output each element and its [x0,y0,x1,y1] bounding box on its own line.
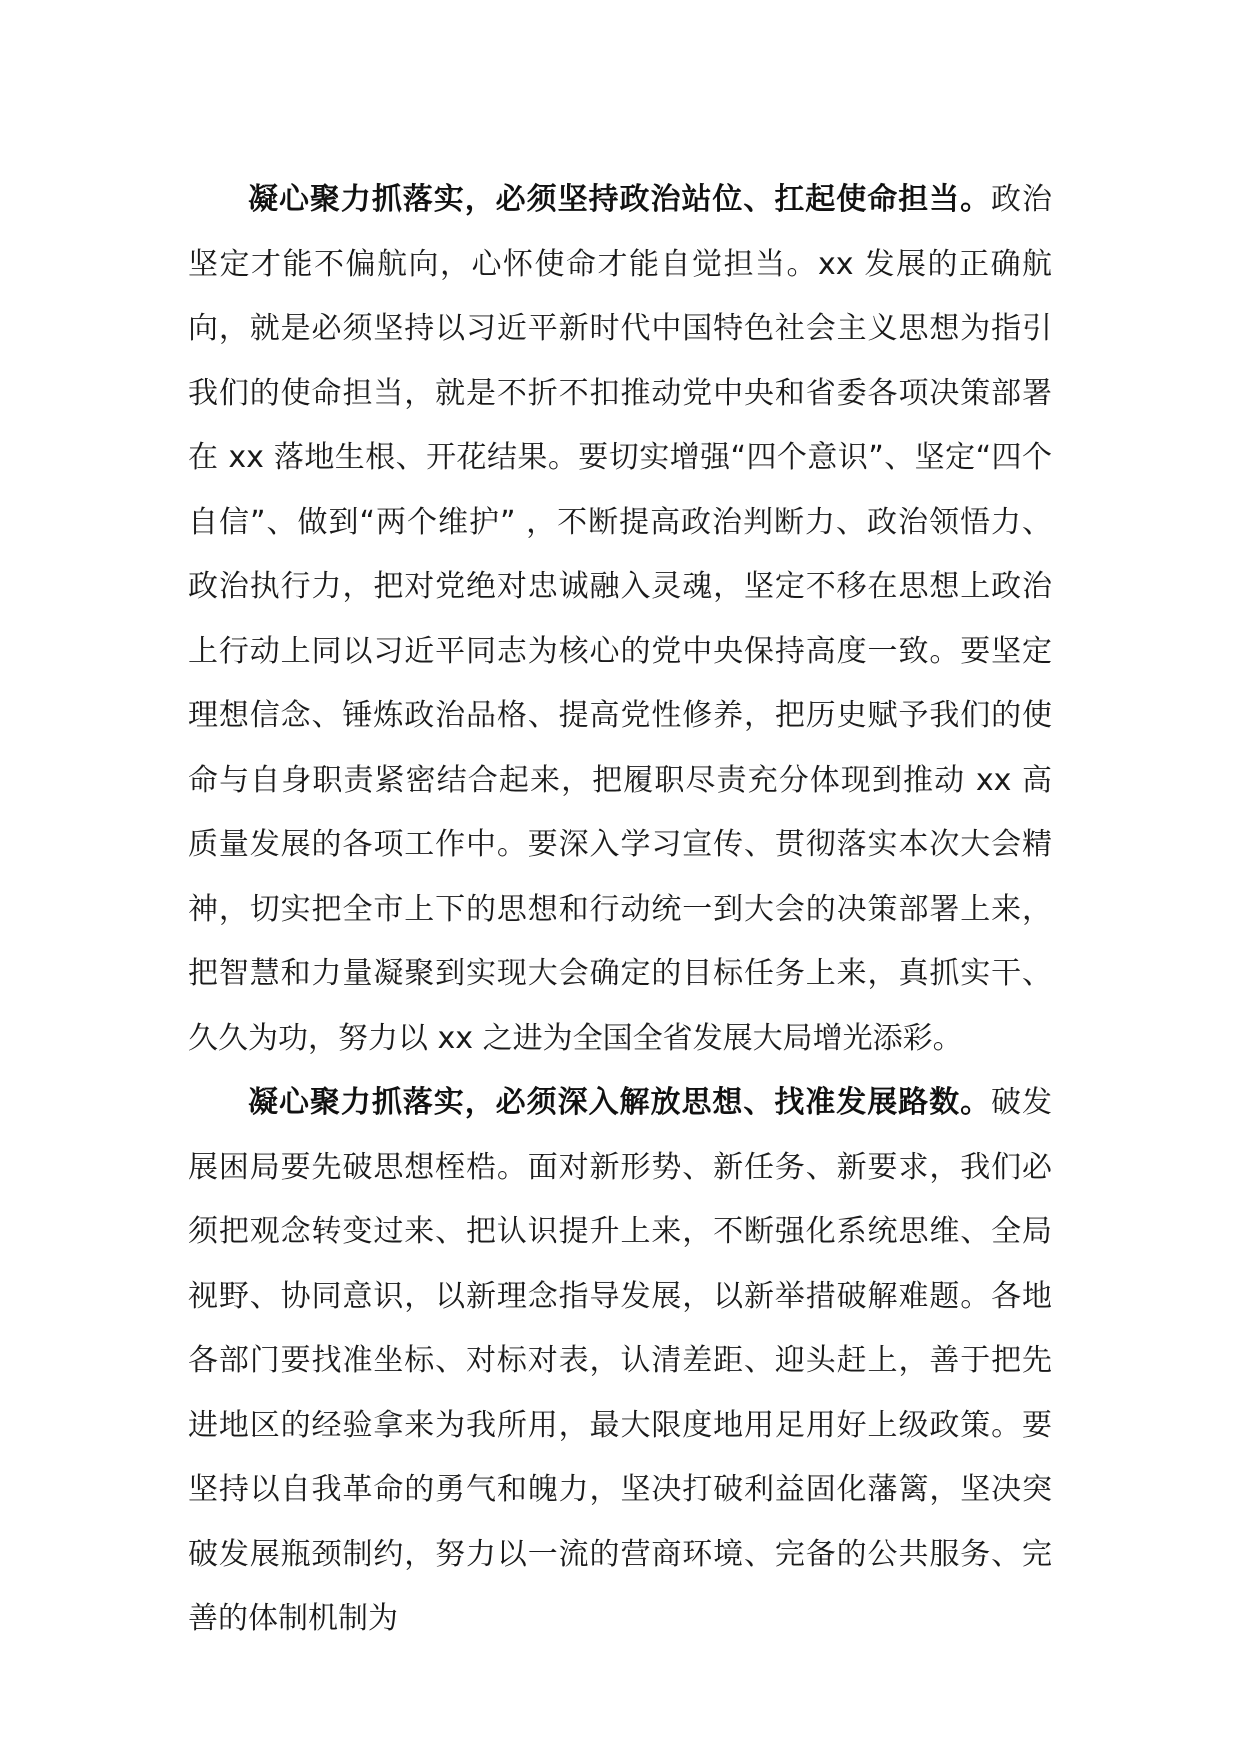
paragraph-text: 破发展困局要先破思想桎梏。面对新形势、新任务、新要求，我们必须把观念转变过来、把认识提升上来，不断强化系统思维、全局视野、协同意识，以新理念指导发展，以新举措破解难题。各地各部门要找准坐标、对标对表，认清差距、迎头赶上，善于把先进地区的经验拿来为我所用，最大限度地用足用好上级政策。要坚持以自我革命的勇气和魄力，坚决打破利益固化藩篱，坚决突破发展瓶颈制约，努力以一流的营商环境、完备的公共服务、完善的体制机制为 [188,1085,1053,1636]
paragraph-political-stance [188,168,1052,1071]
paragraph-lead: 凝心聚力抓落实，必须深入解放思想、找准发展路数。 [248,1085,992,1120]
document-body [188,168,1052,1652]
paragraph-lead: 凝心聚力抓落实，必须坚持政治站位、扛起使命担当。 [248,182,992,217]
paragraph-text: 政治坚定才能不偏航向，心怀使命才能自觉担当。xx 发展的正确航向，就是必须坚持以习近平新时代中国特色社会主义思想为指引我们的使命担当，就是不折不扣推动党中央和省委各项决策部署在 xx 落地生根、开花结果。要切实增强“四个意识”、坚定“四个自信”、做到“两个维护” ，不断提高政治判断力、政治领悟力、政治执行力，把对党绝对忠诚融入灵魂，坚定不移在思想上政治上行动上同以习近平同志为核心的党中央保持高度一致。要坚定理想信念、锤炼政治品格、提高党性修养，把历史赋予我们的使命与自身职责紧密结合起来，把履职尽责充分体现到推动 xx 高质量发展的各项工作中。要深入学习宣传、贯彻落实本次大会精神，切实把全市上下的思想和行动统一到大会的决策部署上来，把智慧和力量凝聚到实现大会确定的目标任务上来，真抓实干、久久为功，努力以 xx 之进为全国全省发展大局增光添彩。 [188,182,1053,1056]
paragraph-emancipate-mind [188,1071,1052,1652]
